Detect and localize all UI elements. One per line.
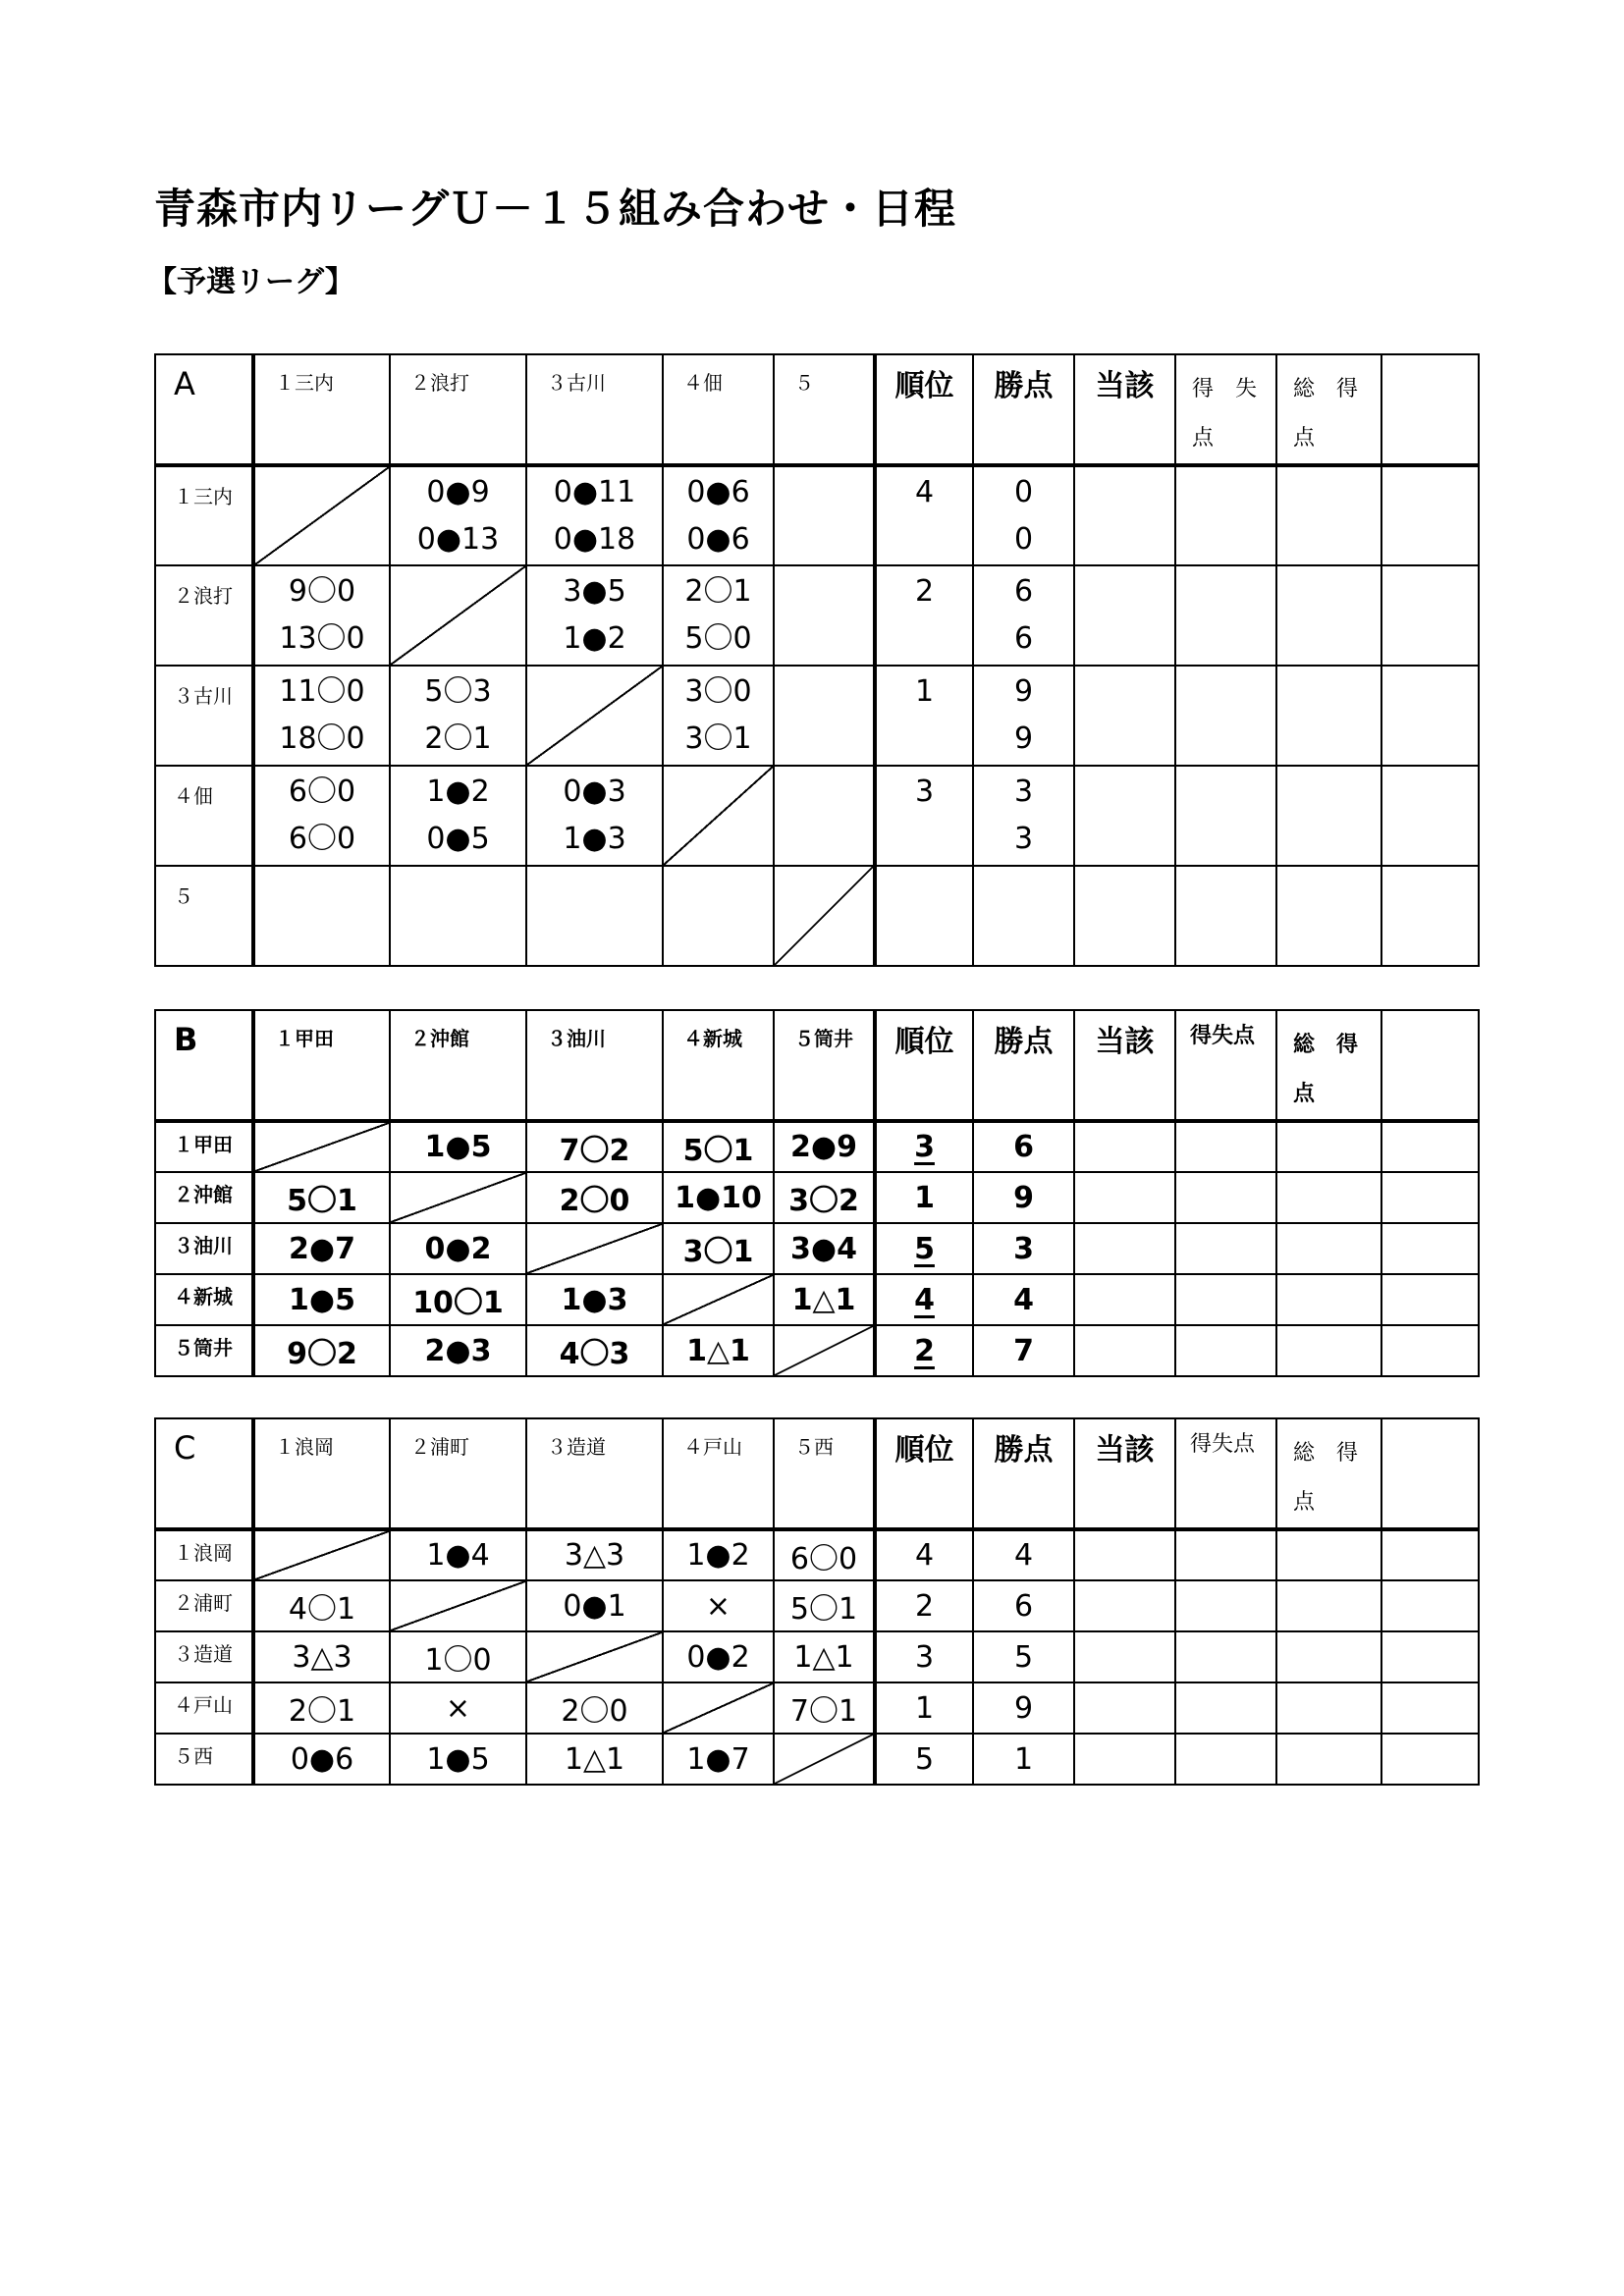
table-row xyxy=(155,465,1479,565)
empty-cell xyxy=(1381,1274,1479,1325)
points-cell: 9 xyxy=(973,1682,1074,1734)
empty-cell xyxy=(1381,465,1479,565)
empty-cell xyxy=(1381,766,1479,866)
points-header: 勝点 xyxy=(973,1010,1074,1121)
score-cell xyxy=(390,766,526,866)
points-cell: 4 xyxy=(973,1274,1074,1325)
empty-cell xyxy=(1175,666,1276,766)
group-label: C xyxy=(155,1418,253,1529)
team-header: ４新城 xyxy=(663,1010,774,1121)
empty-cell xyxy=(1074,766,1175,866)
rank-cell xyxy=(875,1274,973,1325)
empty-cell xyxy=(1381,1529,1479,1580)
score-second: 13〇0 xyxy=(279,621,365,656)
row-team-label: １三内 xyxy=(155,465,253,565)
empty-cell xyxy=(1276,1580,1381,1631)
score-second: 0●13 xyxy=(416,521,500,557)
score-cell xyxy=(390,465,526,565)
table-row xyxy=(155,1682,1479,1734)
table-row xyxy=(155,1121,1479,1172)
points-second: 9 xyxy=(1013,721,1034,756)
score-cell xyxy=(526,465,663,565)
empty-cell xyxy=(1381,1734,1479,1785)
rank-cell xyxy=(875,1172,973,1223)
rank-cell xyxy=(875,565,973,666)
touga-header: 当該 xyxy=(1074,1418,1175,1529)
rank-value: 1 xyxy=(914,1690,935,1726)
score-pair xyxy=(391,469,525,563)
points-header: 勝点 xyxy=(973,354,1074,465)
score-second: 0●6 xyxy=(686,521,750,557)
rank-value: 3 xyxy=(914,774,935,809)
empty-cell xyxy=(1276,1121,1381,1172)
rank-value: 2 xyxy=(914,1333,935,1368)
empty-cell xyxy=(1175,766,1276,866)
table-row xyxy=(155,1172,1479,1223)
score-cell: 3△3 xyxy=(253,1631,390,1682)
table-row xyxy=(155,1580,1479,1631)
blank-header xyxy=(1381,1418,1479,1529)
score-second: 6〇0 xyxy=(288,822,356,856)
score-cell: 2●3 xyxy=(390,1325,526,1376)
rank-cell xyxy=(875,1631,973,1682)
empty-cell xyxy=(1276,1223,1381,1274)
diagonal-cell xyxy=(390,1172,526,1223)
row-team-label: ３古川 xyxy=(155,666,253,766)
team-header: １三内 xyxy=(253,354,390,465)
score-cell: 1〇0 xyxy=(390,1631,526,1682)
empty-cell xyxy=(1381,1580,1479,1631)
score-cell: 1●5 xyxy=(390,1121,526,1172)
score-cell: 0●2 xyxy=(663,1631,774,1682)
page-title: 青森市内リーグＵ－１５組み合わせ・日程 xyxy=(154,185,957,233)
row-team-label: ２浦町 xyxy=(155,1580,253,1631)
row-team-label: ２浪打 xyxy=(155,565,253,666)
rank-cell xyxy=(875,1325,973,1376)
score-second: 5〇0 xyxy=(684,621,752,656)
points-cell: 1 xyxy=(973,1734,1074,1785)
diagonal-cell xyxy=(663,1682,774,1734)
score-cell xyxy=(390,666,526,766)
score-cell: 2〇0 xyxy=(526,1172,663,1223)
empty-cell xyxy=(1276,666,1381,766)
empty-cell xyxy=(1276,465,1381,565)
score-cell: 5〇1 xyxy=(774,1580,875,1631)
empty-cell xyxy=(1074,1325,1175,1376)
score-cell xyxy=(526,565,663,666)
league-table-a xyxy=(154,353,1480,967)
points-first: 3 xyxy=(1013,774,1034,809)
empty-cell xyxy=(1175,1325,1276,1376)
score-cell: 1△1 xyxy=(526,1734,663,1785)
points-pair xyxy=(974,568,1073,663)
score-cell: 10〇1 xyxy=(390,1274,526,1325)
empty-cell xyxy=(1074,1682,1175,1734)
team-header: １甲田 xyxy=(253,1010,390,1121)
score-pair xyxy=(664,568,773,663)
diagonal-cell xyxy=(526,1631,663,1682)
score-cell: 2●7 xyxy=(253,1223,390,1274)
empty-cell xyxy=(1175,1734,1276,1785)
table-row xyxy=(155,766,1479,866)
group-label: A xyxy=(155,354,253,465)
table-row xyxy=(155,666,1479,766)
diagonal-cell xyxy=(253,1121,390,1172)
empty-cell xyxy=(1276,1172,1381,1223)
score-second: 18〇0 xyxy=(279,721,365,756)
rank-value: 1 xyxy=(914,674,935,709)
diagonal-cell xyxy=(253,1529,390,1580)
team-header: ５ xyxy=(774,354,875,465)
diagonal-cell xyxy=(663,766,774,866)
team-header: ３油川 xyxy=(526,1010,663,1121)
rank-value: 3 xyxy=(914,1130,935,1164)
empty-cell xyxy=(1175,1223,1276,1274)
score-pair xyxy=(391,769,525,863)
empty-cell xyxy=(1175,465,1276,565)
score-cell: 0●1 xyxy=(526,1580,663,1631)
points-cell xyxy=(973,866,1074,966)
score-second: 2〇1 xyxy=(424,721,492,756)
points-cell: 6 xyxy=(973,1580,1074,1631)
points-second: 6 xyxy=(1013,621,1034,656)
score-cell: 3〇1 xyxy=(663,1223,774,1274)
table-row xyxy=(155,1631,1479,1682)
rank-cell xyxy=(875,666,973,766)
empty-cell xyxy=(1175,1121,1276,1172)
score-cell: 1●7 xyxy=(663,1734,774,1785)
score-cell: 1●5 xyxy=(390,1734,526,1785)
empty-cell xyxy=(1074,1274,1175,1325)
empty-cell xyxy=(1381,1172,1479,1223)
score-cell: 1●2 xyxy=(663,1529,774,1580)
score-cell xyxy=(663,565,774,666)
team-header: ４戸山 xyxy=(663,1418,774,1529)
points-second: 3 xyxy=(1013,822,1034,856)
points-header: 勝点 xyxy=(973,1418,1074,1529)
rank-cell xyxy=(875,1529,973,1580)
empty-cell xyxy=(1074,565,1175,666)
table-row xyxy=(155,1223,1479,1274)
rank-value: 4 xyxy=(914,1538,935,1573)
score-cell: 9〇2 xyxy=(253,1325,390,1376)
rank-header: 順位 xyxy=(875,1418,973,1529)
score-cell xyxy=(253,666,390,766)
points-cell: 6 xyxy=(973,1121,1074,1172)
score-cell xyxy=(253,565,390,666)
score-cell: 1△1 xyxy=(663,1325,774,1376)
score-first: 0●11 xyxy=(553,474,636,509)
empty-cell xyxy=(1074,1172,1175,1223)
empty-cell xyxy=(1276,866,1381,966)
row-team-label: ５筒井 xyxy=(155,1325,253,1376)
rank-value: 5 xyxy=(914,1231,935,1266)
points-first: 6 xyxy=(1013,574,1034,609)
rank-cell xyxy=(875,465,973,565)
empty-cell xyxy=(1175,1682,1276,1734)
rank-value: 2 xyxy=(914,1588,935,1624)
score-first: 0●3 xyxy=(563,774,626,809)
score-cell xyxy=(390,866,526,966)
score-cell xyxy=(526,866,663,966)
empty-cell xyxy=(1381,1631,1479,1682)
points-cell: 5 xyxy=(973,1631,1074,1682)
points-pair xyxy=(974,668,1073,763)
points-pair xyxy=(974,469,1073,563)
diagonal-cell xyxy=(774,866,875,966)
table-row xyxy=(155,1274,1479,1325)
row-team-label: ４戸山 xyxy=(155,1682,253,1734)
team-header: ３古川 xyxy=(526,354,663,465)
empty-cell xyxy=(1276,1529,1381,1580)
rank-value: 4 xyxy=(914,1282,935,1317)
empty-cell xyxy=(1074,1529,1175,1580)
table-row xyxy=(155,1734,1479,1785)
rank-cell xyxy=(875,1580,973,1631)
table-row xyxy=(155,866,1479,966)
empty-cell xyxy=(1175,1631,1276,1682)
empty-cell xyxy=(1074,866,1175,966)
section-heading: 【予選リーグ】 xyxy=(147,265,354,299)
group-label: B xyxy=(155,1010,253,1121)
score-cell xyxy=(774,565,875,666)
rank-cell xyxy=(875,766,973,866)
empty-cell xyxy=(1381,1325,1479,1376)
points-second: 0 xyxy=(1013,521,1034,557)
empty-cell xyxy=(1074,666,1175,766)
score-cell xyxy=(526,766,663,866)
empty-cell xyxy=(1381,866,1479,966)
points-first: 0 xyxy=(1013,474,1034,509)
score-cell: 2〇0 xyxy=(526,1682,663,1734)
league-table-c xyxy=(154,1417,1480,1786)
score-cell: 2〇1 xyxy=(253,1682,390,1734)
score-cell: 7〇1 xyxy=(774,1682,875,1734)
rank-cell xyxy=(875,1223,973,1274)
row-team-label: １浪岡 xyxy=(155,1529,253,1580)
score-pair xyxy=(255,769,389,863)
score-cell: 1●10 xyxy=(663,1172,774,1223)
blank-header xyxy=(1381,354,1479,465)
empty-cell xyxy=(1175,1529,1276,1580)
rank-cell xyxy=(875,866,973,966)
points-cell: 7 xyxy=(973,1325,1074,1376)
rank-value: 5 xyxy=(914,1741,935,1777)
rank-value: 4 xyxy=(914,475,935,509)
score-first: 0●6 xyxy=(686,474,750,509)
score-cell: 0●6 xyxy=(253,1734,390,1785)
empty-cell xyxy=(1074,465,1175,565)
empty-cell xyxy=(1381,565,1479,666)
points-cell xyxy=(973,465,1074,565)
empty-cell xyxy=(1276,1325,1381,1376)
score-second: 1●2 xyxy=(563,621,626,656)
row-team-label: ２沖館 xyxy=(155,1172,253,1223)
row-team-label: １甲田 xyxy=(155,1121,253,1172)
score-first: 6〇0 xyxy=(288,774,356,809)
score-cell xyxy=(663,465,774,565)
score-cell: 3〇2 xyxy=(774,1172,875,1223)
score-cell: 1●3 xyxy=(526,1274,663,1325)
league-table-b xyxy=(154,1009,1480,1377)
row-team-label: ３油川 xyxy=(155,1223,253,1274)
goal-diff-header: 得 失 点 xyxy=(1175,354,1276,465)
team-header: ２浦町 xyxy=(390,1418,526,1529)
score-cell: 1△1 xyxy=(774,1631,875,1682)
empty-cell xyxy=(1074,1580,1175,1631)
score-cell: 4〇3 xyxy=(526,1325,663,1376)
score-cell: 1△1 xyxy=(774,1274,875,1325)
score-cell xyxy=(253,766,390,866)
score-cell: 6〇0 xyxy=(774,1529,875,1580)
score-second: 0●5 xyxy=(426,822,490,856)
team-header: ５筒井 xyxy=(774,1010,875,1121)
total-header: 総 得 点 xyxy=(1276,1418,1381,1529)
score-first: 2〇1 xyxy=(684,574,752,609)
score-cell: × xyxy=(663,1580,774,1631)
diagonal-cell xyxy=(390,565,526,666)
diagonal-cell xyxy=(526,666,663,766)
row-team-label: ５西 xyxy=(155,1734,253,1785)
score-pair xyxy=(527,568,662,663)
empty-cell xyxy=(1074,1734,1175,1785)
diagonal-cell xyxy=(526,1223,663,1274)
score-first: 1●2 xyxy=(426,774,490,809)
empty-cell xyxy=(1276,1682,1381,1734)
rank-value: 3 xyxy=(914,1639,935,1675)
points-first: 9 xyxy=(1013,674,1034,709)
score-pair xyxy=(527,469,662,563)
diagonal-cell xyxy=(390,1580,526,1631)
score-pair xyxy=(527,769,662,863)
score-pair xyxy=(664,668,773,763)
rank-cell xyxy=(875,1682,973,1734)
rank-header: 順位 xyxy=(875,354,973,465)
score-cell: 5〇1 xyxy=(663,1121,774,1172)
points-cell xyxy=(973,666,1074,766)
team-header: ３造道 xyxy=(526,1418,663,1529)
score-first: 5〇3 xyxy=(424,674,492,709)
total-header: 総 得 点 xyxy=(1276,1010,1381,1121)
empty-cell xyxy=(1175,1274,1276,1325)
points-cell xyxy=(973,766,1074,866)
score-cell: 7〇2 xyxy=(526,1121,663,1172)
diagonal-cell xyxy=(253,465,390,565)
rank-header: 順位 xyxy=(875,1010,973,1121)
empty-cell xyxy=(1175,1172,1276,1223)
goal-diff-header: 得失点 xyxy=(1175,1010,1276,1121)
diagonal-cell xyxy=(774,1325,875,1376)
score-cell: 5〇1 xyxy=(253,1172,390,1223)
blank-header xyxy=(1381,1010,1479,1121)
points-cell xyxy=(973,565,1074,666)
points-cell: 4 xyxy=(973,1529,1074,1580)
score-pair xyxy=(664,469,773,563)
table-row xyxy=(155,565,1479,666)
score-cell: 2●9 xyxy=(774,1121,875,1172)
empty-cell xyxy=(1276,766,1381,866)
score-first: 0●9 xyxy=(426,474,490,509)
touga-header: 当該 xyxy=(1074,354,1175,465)
empty-cell xyxy=(1276,1734,1381,1785)
empty-cell xyxy=(1381,666,1479,766)
score-first: 3〇0 xyxy=(684,674,752,709)
team-header: ２浪打 xyxy=(390,354,526,465)
empty-cell xyxy=(1175,565,1276,666)
rank-cell xyxy=(875,1121,973,1172)
table-row xyxy=(155,1529,1479,1580)
empty-cell xyxy=(1276,1274,1381,1325)
points-pair xyxy=(974,769,1073,863)
score-cell xyxy=(253,866,390,966)
empty-cell xyxy=(1074,1223,1175,1274)
total-header: 総 得 点 xyxy=(1276,354,1381,465)
score-cell xyxy=(663,866,774,966)
goal-diff-header: 得失点 xyxy=(1175,1418,1276,1529)
row-team-label: ３造道 xyxy=(155,1631,253,1682)
row-team-label: ５ xyxy=(155,866,253,966)
score-first: 3●5 xyxy=(563,574,626,609)
team-header: ４佃 xyxy=(663,354,774,465)
score-second: 1●3 xyxy=(563,822,626,856)
empty-cell xyxy=(1381,1682,1479,1734)
touga-header: 当該 xyxy=(1074,1010,1175,1121)
team-header: ２沖館 xyxy=(390,1010,526,1121)
diagonal-cell xyxy=(663,1274,774,1325)
empty-cell xyxy=(1175,1580,1276,1631)
empty-cell xyxy=(1074,1631,1175,1682)
score-cell xyxy=(774,766,875,866)
row-team-label: ４佃 xyxy=(155,766,253,866)
score-cell xyxy=(774,666,875,766)
empty-cell xyxy=(1381,1121,1479,1172)
empty-cell xyxy=(1276,1631,1381,1682)
score-cell: 3△3 xyxy=(526,1529,663,1580)
score-cell: 1●5 xyxy=(253,1274,390,1325)
empty-cell xyxy=(1381,1223,1479,1274)
score-cell: × xyxy=(390,1682,526,1734)
score-first: 11〇0 xyxy=(279,674,365,709)
rank-cell xyxy=(875,1734,973,1785)
empty-cell xyxy=(1074,1121,1175,1172)
score-cell: 4〇1 xyxy=(253,1580,390,1631)
score-cell: 0●2 xyxy=(390,1223,526,1274)
team-header: ５西 xyxy=(774,1418,875,1529)
score-cell xyxy=(774,465,875,565)
empty-cell xyxy=(1175,866,1276,966)
score-second: 0●18 xyxy=(553,521,636,557)
rank-value: 1 xyxy=(914,1180,935,1215)
score-pair xyxy=(255,568,389,663)
table-row xyxy=(155,1325,1479,1376)
points-cell: 9 xyxy=(973,1172,1074,1223)
empty-cell xyxy=(1276,565,1381,666)
score-pair xyxy=(255,668,389,763)
row-team-label: ４新城 xyxy=(155,1274,253,1325)
score-pair xyxy=(391,668,525,763)
diagonal-cell xyxy=(774,1734,875,1785)
points-cell: 3 xyxy=(973,1223,1074,1274)
score-second: 3〇1 xyxy=(684,721,752,756)
team-header: １浪岡 xyxy=(253,1418,390,1529)
score-cell: 3●4 xyxy=(774,1223,875,1274)
score-first: 9〇0 xyxy=(288,574,356,609)
score-cell xyxy=(663,666,774,766)
rank-value: 2 xyxy=(914,574,935,609)
score-cell: 1●4 xyxy=(390,1529,526,1580)
